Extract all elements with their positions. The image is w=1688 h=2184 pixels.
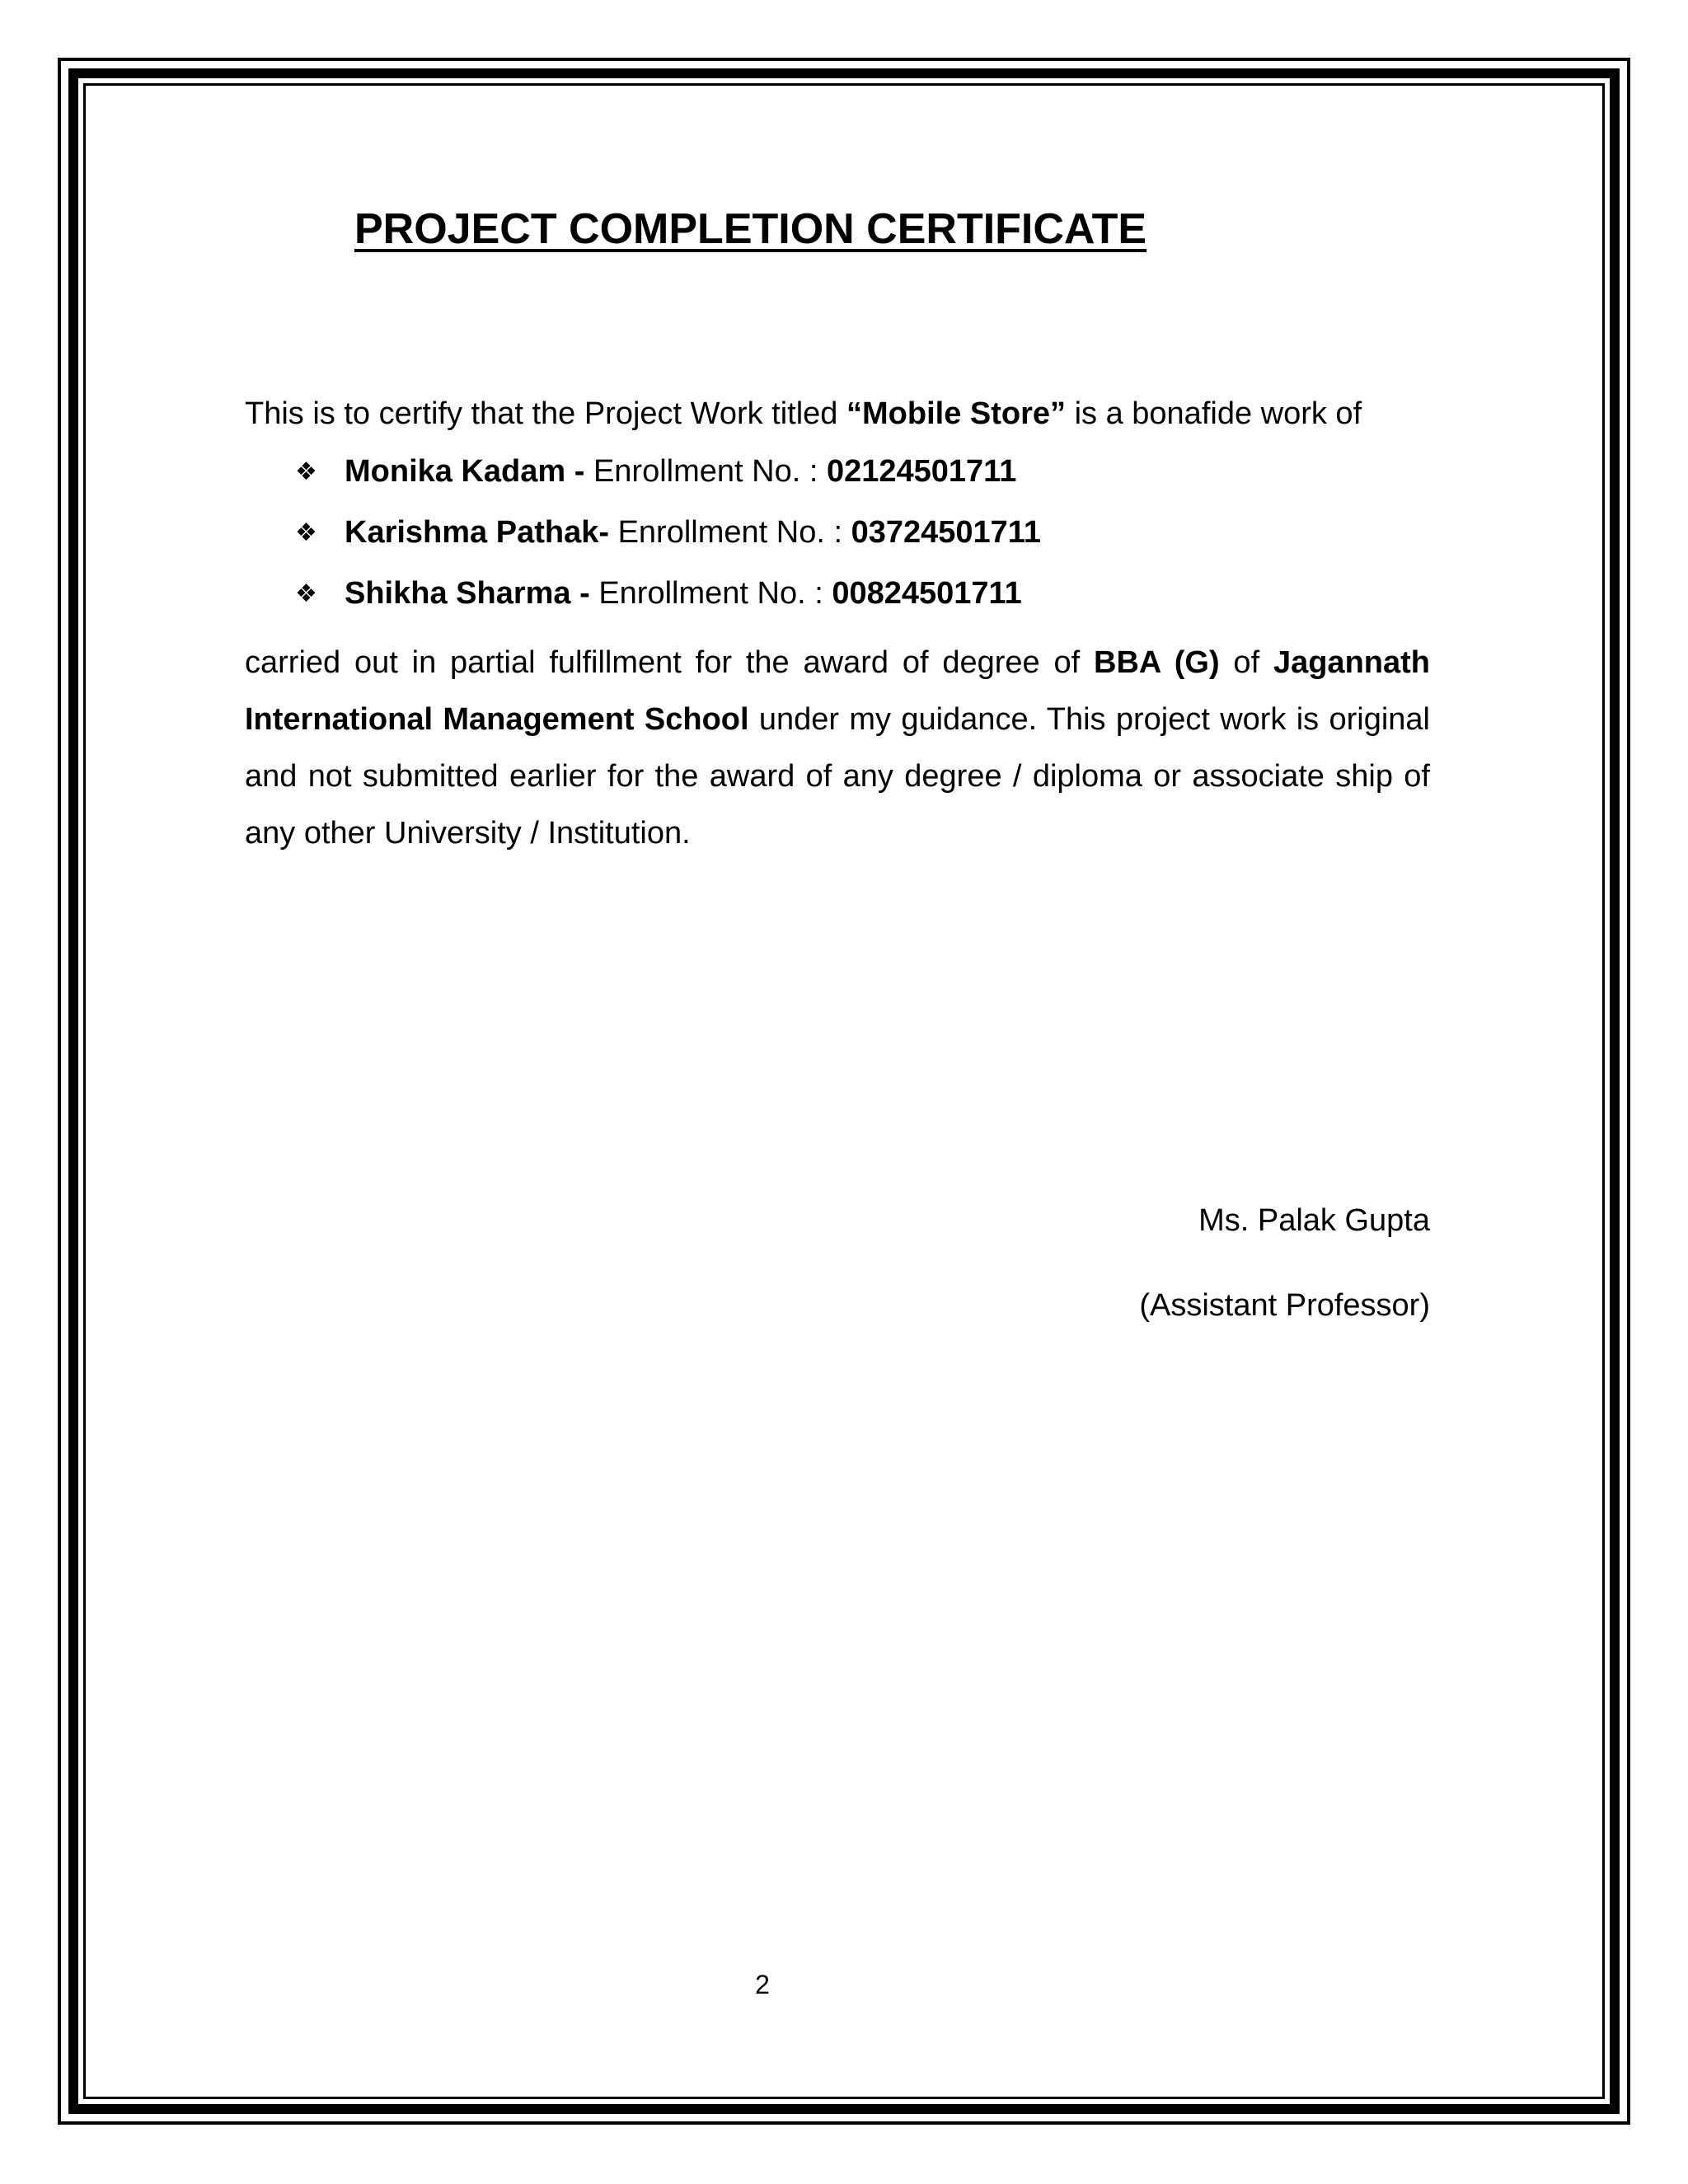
certificate-title: PROJECT COMPLETION CERTIFICATE bbox=[354, 205, 1147, 253]
enrollment-number: 00824501711 bbox=[832, 576, 1022, 611]
list-item bbox=[295, 574, 1041, 635]
student-name: Karishma Pathak- bbox=[345, 515, 610, 550]
page-border-inner bbox=[83, 83, 1605, 2099]
enrollment-label: Enrollment No. : bbox=[609, 515, 851, 550]
enrollment-number: 03724501711 bbox=[851, 515, 1041, 550]
institution-name: Jagannath International Management School bbox=[245, 645, 1430, 737]
enrollment-number: 02124501711 bbox=[826, 454, 1017, 489]
intro-prefix: This is to certify that the Project Work titled bbox=[245, 396, 846, 431]
signatory-designation: (Assistant Professor) bbox=[1139, 1288, 1430, 1323]
list-item bbox=[295, 452, 1041, 513]
enrollment-label: Enrollment No. : bbox=[584, 454, 827, 489]
diamond-bullet-icon: ❖ bbox=[295, 518, 317, 547]
intro-suffix: is a bonafide work of bbox=[1066, 396, 1362, 431]
project-title: “Mobile Store” bbox=[846, 396, 1067, 431]
enrollment-label: Enrollment No. : bbox=[589, 576, 832, 611]
body-text: under my guidance. This project work is original and not submitted earlier for the award of any degree / diploma or associate ship of any other University / Institution. bbox=[245, 702, 1430, 851]
diamond-bullet-icon: ❖ bbox=[295, 457, 317, 486]
degree-name: BBA (G) bbox=[1094, 645, 1220, 680]
intro-line bbox=[245, 394, 1362, 434]
body-text: of bbox=[1219, 645, 1273, 680]
student-list bbox=[295, 452, 1041, 635]
body-text: carried out in partial fulfillment for the award of degree of bbox=[245, 645, 1094, 680]
student-name: Monika Kadam - bbox=[345, 454, 585, 489]
list-item bbox=[295, 513, 1041, 574]
signatory-name: Ms. Palak Gupta bbox=[1198, 1203, 1430, 1238]
page-number: 2 bbox=[755, 1970, 770, 1999]
certificate-body bbox=[245, 635, 1430, 862]
student-name: Shikha Sharma - bbox=[345, 576, 590, 611]
diamond-bullet-icon: ❖ bbox=[295, 579, 317, 608]
